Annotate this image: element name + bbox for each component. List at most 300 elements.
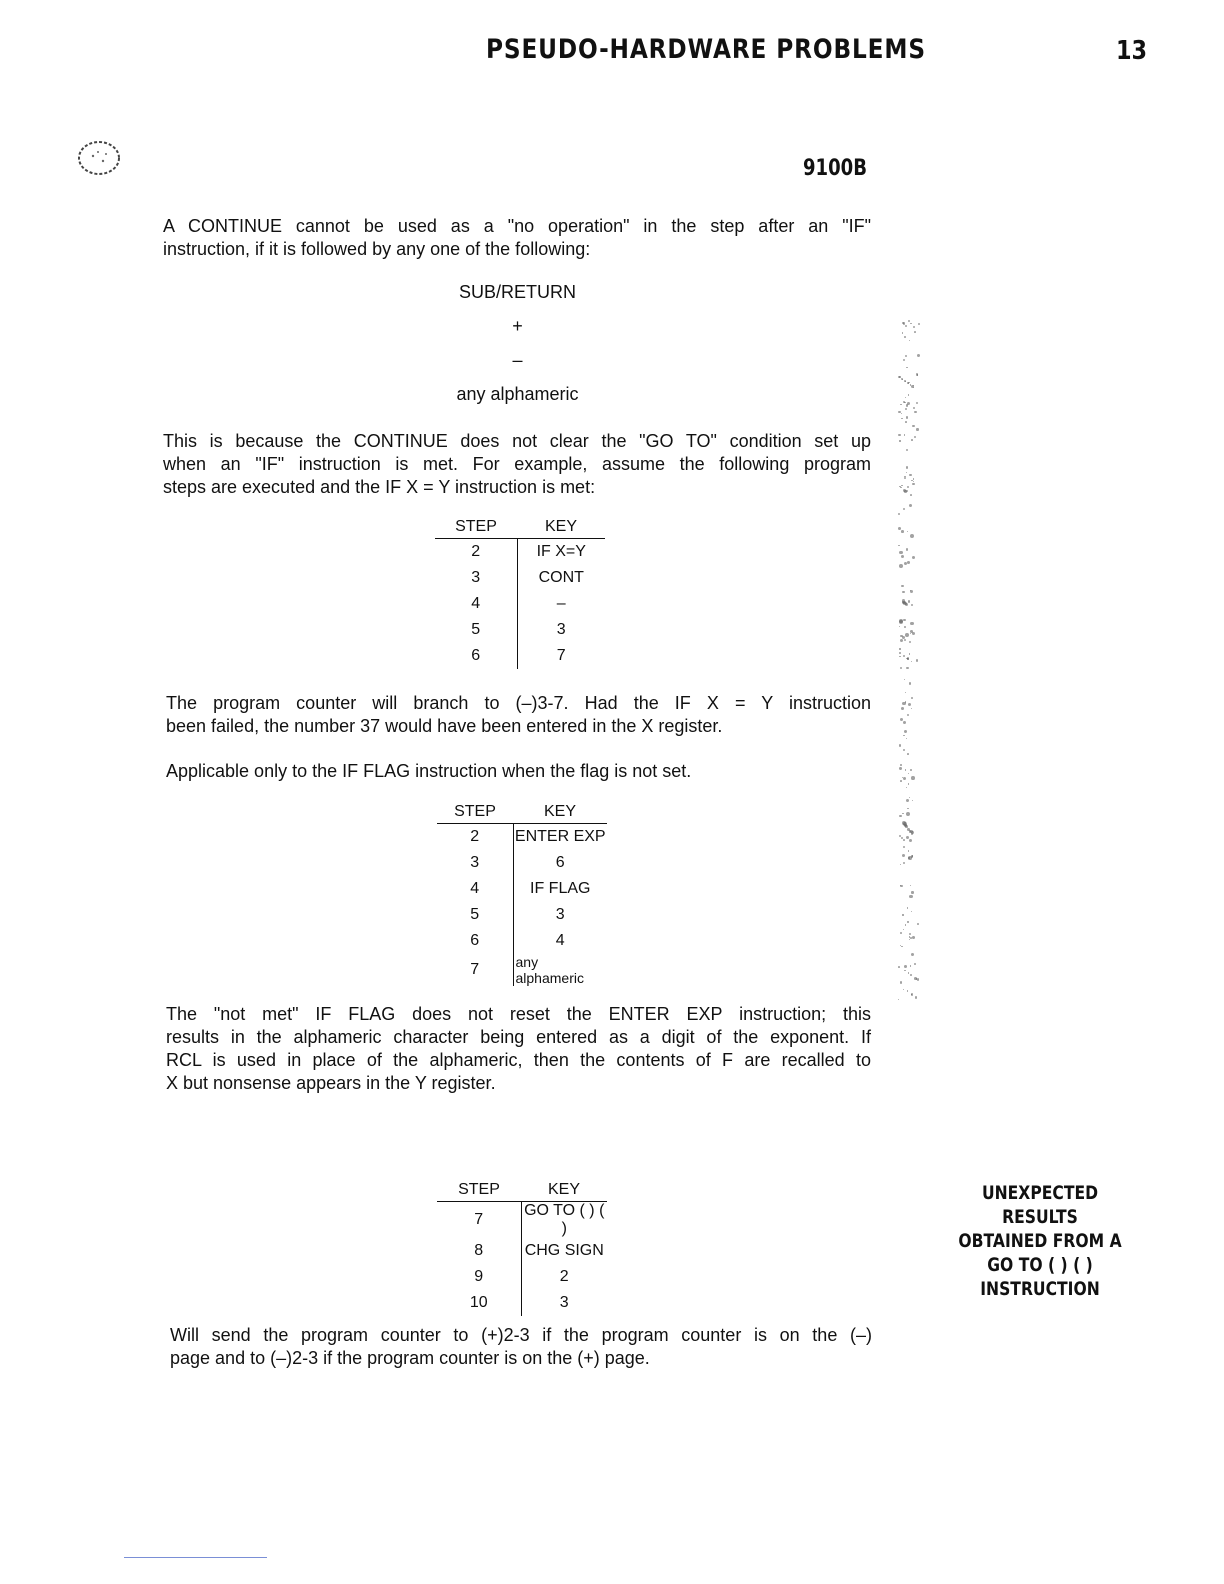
scan-speckle	[900, 945, 901, 946]
scan-speckle	[909, 641, 911, 643]
step-cell: 8	[474, 1242, 484, 1259]
scan-speckle	[902, 636, 905, 639]
key-cell: –	[517, 591, 605, 617]
column-header-step: STEP	[435, 518, 517, 539]
scan-speckle	[911, 661, 912, 662]
scan-speckle	[900, 404, 901, 405]
scan-speckle	[912, 855, 913, 856]
scan-speckle	[907, 828, 910, 831]
scan-speckle	[911, 994, 912, 995]
table-row	[437, 876, 607, 902]
scan-speckle	[902, 332, 904, 334]
step-cell: 6	[471, 647, 481, 664]
step-cell: 5	[471, 621, 481, 638]
text-line: been failed, the number 37 would have been entered in the X register.	[166, 716, 723, 736]
step-cell: 3	[470, 854, 480, 871]
scan-speckle	[905, 408, 907, 410]
scan-speckle	[910, 323, 911, 324]
scan-speckle	[902, 813, 903, 814]
text-line: The "not met" IF FLAG does not reset the ENTER EXP instruction; this	[166, 1004, 871, 1024]
scan-speckle	[898, 545, 899, 546]
key-cell: 2	[521, 1264, 607, 1290]
scan-speckle	[903, 721, 906, 724]
paragraph-explanation	[163, 430, 871, 499]
scan-speckle	[905, 325, 907, 327]
scan-speckle	[905, 633, 909, 637]
scan-speckle	[901, 946, 902, 947]
table-row	[437, 954, 607, 986]
scan-speckle	[898, 411, 900, 413]
text-line: The program counter will branch to (–)3-7. Had the IF X = Y instruction	[166, 693, 871, 713]
scan-speckle	[902, 601, 905, 604]
scan-speckle	[898, 966, 900, 968]
scan-speckle	[909, 682, 912, 685]
scan-speckle	[910, 630, 913, 633]
key-cell: 6	[513, 850, 607, 876]
scan-speckle	[905, 769, 906, 770]
scan-speckle	[913, 387, 915, 389]
paragraph-if-flag-note	[166, 760, 871, 783]
scan-speckle	[902, 821, 906, 825]
scan-speckle	[904, 477, 907, 480]
table-header-row	[435, 518, 605, 539]
scan-speckle	[910, 769, 912, 771]
scan-speckle	[906, 787, 907, 788]
scan-speckle	[904, 626, 906, 628]
step-cell: 7	[474, 1211, 484, 1228]
scan-speckle	[907, 714, 909, 716]
scan-speckle	[910, 494, 912, 496]
scan-speckle	[907, 907, 908, 908]
page-header-title: PSEUDO-HARDWARE PROBLEMS	[486, 34, 926, 65]
scan-speckle	[912, 936, 915, 939]
table-row	[435, 539, 605, 566]
scan-speckle	[899, 551, 902, 554]
step-cell: 5	[470, 906, 480, 923]
scan-speckle	[902, 322, 904, 324]
scan-speckle	[904, 336, 906, 338]
scan-speckle	[898, 376, 900, 378]
page-number: 13	[1116, 36, 1148, 66]
scan-speckle	[901, 485, 902, 486]
step-cell: 4	[470, 880, 480, 897]
scan-speckle	[900, 780, 902, 782]
scan-speckle	[901, 707, 904, 710]
scan-speckle	[911, 831, 914, 834]
scan-speckle	[899, 744, 901, 746]
scan-speckle	[910, 590, 911, 591]
scan-speckle	[911, 855, 914, 858]
table-row	[435, 565, 605, 591]
scan-speckle	[904, 730, 907, 733]
scan-speckle	[910, 384, 912, 386]
column-header-step: STEP	[437, 803, 513, 824]
scan-speckle	[903, 989, 904, 990]
scan-speckle	[900, 639, 903, 642]
scan-speckle	[901, 413, 902, 414]
key-cell: 3	[521, 1290, 607, 1316]
scan-speckle	[907, 561, 910, 564]
scan-speckle	[908, 703, 911, 706]
scan-speckle	[912, 800, 913, 801]
scan-speckle	[911, 891, 913, 893]
scan-speckle	[905, 397, 906, 398]
scan-speckle	[906, 416, 909, 419]
scan-speckle	[911, 776, 915, 780]
scan-speckle	[906, 449, 908, 451]
scan-speckle	[904, 824, 907, 827]
text-line: steps are executed and the IF X = Y instruction is met:	[163, 477, 596, 497]
scan-speckle	[912, 556, 915, 559]
scan-speckle	[916, 428, 918, 430]
table-row	[437, 1202, 607, 1239]
scan-speckle	[906, 812, 910, 816]
scan-speckle	[905, 701, 907, 703]
scan-speckle	[898, 513, 900, 515]
scan-speckle	[906, 667, 909, 670]
scan-speckle	[909, 653, 910, 654]
scan-speckle	[904, 402, 906, 404]
scan-speckle	[903, 735, 904, 736]
scan-speckle	[900, 764, 902, 766]
scan-speckle	[911, 953, 914, 956]
scan-speckle	[907, 921, 908, 922]
paragraph-not-met	[166, 1003, 871, 1095]
scan-speckle	[900, 667, 902, 669]
key-cell: IF X=Y	[517, 539, 605, 566]
scan-speckle	[917, 978, 920, 981]
scan-speckle	[909, 797, 910, 798]
scan-speckle	[898, 527, 901, 530]
scan-speckle	[916, 978, 917, 979]
list-item: –	[512, 350, 523, 370]
scan-speckle	[905, 603, 908, 606]
scan-speckle	[914, 963, 916, 965]
scan-speckle	[915, 996, 918, 999]
scan-speckle	[907, 486, 909, 488]
table-row	[437, 1290, 607, 1316]
scan-speckle	[907, 531, 908, 532]
scan-speckle	[899, 626, 900, 627]
key-cell: 4	[513, 928, 607, 954]
key-cell: CONT	[517, 565, 605, 591]
scan-speckle	[911, 480, 912, 481]
scan-speckle	[911, 697, 913, 699]
scan-speckle	[903, 839, 905, 841]
text-line: A CONTINUE cannot be used as a "no operation" in the step after an "IF"	[163, 216, 871, 236]
step-cell: 2	[471, 543, 481, 560]
table-row	[437, 1264, 607, 1290]
table-row	[435, 617, 605, 643]
step-cell: 10	[469, 1294, 488, 1311]
scan-speckle	[899, 620, 903, 624]
scan-speckle	[916, 659, 918, 661]
scan-speckle	[900, 718, 903, 721]
scan-speckle	[904, 970, 906, 972]
scan-speckle	[913, 481, 914, 482]
scan-speckle	[899, 648, 900, 649]
scan-speckle	[909, 839, 912, 842]
text-line: Will send the program counter to (+)2-3 if the program counter is on the (–)	[170, 1325, 872, 1345]
scan-speckle	[913, 326, 915, 328]
paragraph-branch-result	[166, 692, 871, 738]
text-line: X but nonsense appears in the Y register.	[166, 1073, 496, 1093]
scan-speckle	[916, 402, 918, 404]
column-header-step: STEP	[437, 1181, 521, 1202]
scan-speckle	[909, 939, 910, 940]
key-cell: 3	[517, 617, 605, 643]
step-cell: 9	[474, 1268, 484, 1285]
column-header-key: KEY	[521, 1181, 607, 1202]
scan-speckle	[899, 564, 903, 568]
scan-speckle	[908, 773, 909, 774]
scan-speckle	[904, 679, 905, 680]
key-cell: GO TO ( ) ( )	[521, 1202, 607, 1239]
scan-speckle	[910, 885, 911, 886]
scan-speckle	[900, 932, 902, 934]
scan-speckle	[908, 972, 909, 973]
key-cell: any alphameric	[513, 954, 607, 986]
key-cell: 7	[517, 643, 605, 669]
scan-speckle	[900, 981, 903, 984]
scan-speckle	[908, 857, 910, 859]
scan-speckle	[903, 619, 906, 622]
scan-speckle	[910, 590, 913, 593]
scan-speckle	[900, 885, 901, 886]
scan-speckle	[904, 476, 906, 478]
table-row	[437, 928, 607, 954]
scan-speckle	[906, 799, 909, 802]
table-row	[435, 643, 605, 669]
scan-speckle	[899, 486, 901, 488]
scan-speckle	[905, 825, 908, 828]
scan-speckle	[903, 822, 907, 826]
scan-speckle	[904, 380, 906, 382]
scan-speckle	[909, 474, 911, 476]
scan-speckle	[905, 355, 907, 357]
table-header-row	[437, 1181, 607, 1202]
table-row	[437, 824, 607, 851]
scan-speckle	[912, 632, 916, 636]
scan-speckle	[903, 846, 905, 848]
margin-note	[930, 1181, 1150, 1301]
scan-speckle	[902, 599, 905, 602]
scan-speckle	[903, 401, 905, 403]
scan-speckle	[902, 777, 904, 779]
step-cell: 6	[470, 932, 480, 949]
scan-speckle	[899, 656, 901, 658]
scan-speckle	[903, 655, 905, 657]
scan-speckle	[906, 472, 907, 473]
scan-speckle	[903, 602, 906, 605]
scan-speckle	[901, 418, 903, 420]
scan-speckle	[899, 440, 900, 441]
scan-speckle	[903, 508, 905, 510]
scan-speckle	[903, 862, 905, 864]
scan-speckle	[899, 652, 901, 654]
scan-speckle	[909, 895, 912, 898]
table-header-row	[437, 803, 607, 824]
scan-speckle	[905, 924, 906, 925]
list-item: any alphameric	[456, 384, 579, 404]
scan-speckle	[908, 856, 912, 860]
scan-speckle	[909, 504, 913, 508]
scan-speckle	[910, 965, 911, 966]
scan-speckle	[901, 837, 903, 839]
scan-speckle	[901, 585, 904, 588]
scan-speckle	[910, 633, 911, 634]
scan-speckle	[905, 381, 906, 382]
scan-speckle	[906, 658, 907, 659]
scan-speckle	[904, 965, 907, 968]
scan-speckle	[903, 749, 905, 751]
scan-speckle	[913, 478, 915, 480]
scan-speckle	[910, 534, 914, 538]
scan-speckle	[908, 383, 909, 384]
scan-speckle	[906, 738, 907, 739]
scan-speckle	[901, 530, 904, 533]
scan-speckle	[911, 993, 914, 996]
text-line: RCL is used in place of the alphameric, then the contents of F are recalled to	[166, 1050, 871, 1070]
scan-speckle	[914, 436, 916, 438]
scan-speckle	[900, 864, 901, 865]
scan-speckle	[913, 407, 916, 410]
key-cell: ENTER EXP	[513, 824, 607, 851]
scan-speckle	[898, 999, 899, 1000]
scan-speckle	[907, 808, 909, 810]
scan-speckle	[901, 555, 904, 558]
text-line: results in the alphameric character being entered as a digit of the exponent. If	[166, 1027, 871, 1047]
program-table-3	[437, 1181, 607, 1316]
scan-speckle	[904, 562, 907, 565]
scan-speckle	[911, 708, 912, 709]
scan-speckle	[910, 622, 913, 625]
table-row	[437, 850, 607, 876]
scan-speckle	[906, 367, 907, 368]
scan-speckle	[916, 373, 918, 375]
step-cell: 4	[471, 595, 481, 612]
scan-speckle	[911, 439, 913, 441]
scan-speckle	[904, 490, 907, 493]
scan-speckle	[907, 753, 909, 755]
scan-speckle	[912, 425, 914, 427]
key-cell: 3	[513, 902, 607, 928]
margin-note-line: OBTAINED FROM A	[958, 1230, 1122, 1252]
step-cell: 3	[471, 569, 481, 586]
step-cell: 2	[470, 828, 480, 845]
step-cell: 7	[470, 961, 480, 978]
scan-speckle	[904, 434, 906, 436]
scan-speckle	[907, 658, 909, 660]
scan-speckle	[910, 974, 912, 976]
scan-speckle	[904, 639, 906, 641]
scan-speckle	[907, 657, 910, 660]
scan-speckle	[905, 692, 906, 693]
scan-speckle	[914, 331, 916, 333]
scan-speckle	[899, 767, 901, 769]
scan-speckle	[917, 374, 918, 375]
scan-speckle	[900, 487, 902, 489]
table-row	[437, 902, 607, 928]
paragraph-goto-result	[170, 1324, 872, 1370]
scan-speckle	[908, 394, 910, 396]
scan-speckle	[909, 936, 911, 938]
scan-speckle	[907, 402, 910, 405]
model-label: 9100B	[803, 156, 867, 181]
scan-speckle	[903, 929, 904, 930]
exception-list	[440, 282, 595, 418]
text-line: This is because the CONTINUE does not clear the "GO TO" condition set up	[163, 431, 871, 451]
scan-speckle	[906, 836, 909, 839]
text-line: Applicable only to the IF FLAG instruction when the flag is not set.	[166, 761, 692, 781]
paragraph-intro	[163, 215, 871, 261]
scan-speckle	[914, 411, 916, 413]
scan-speckle	[903, 359, 905, 361]
text-line: when an "IF" instruction is met. For example, assume the following program	[163, 454, 871, 474]
program-table-1	[435, 518, 605, 669]
scan-speckle	[908, 783, 909, 784]
scan-speckle	[899, 619, 903, 623]
scan-speckle	[910, 937, 912, 939]
margin-note-line: GO TO ( ) ( )	[987, 1254, 1093, 1276]
scan-speckle	[902, 914, 903, 915]
scan-speckle	[908, 850, 910, 852]
table-row	[437, 1238, 607, 1264]
scan-speckle	[912, 483, 914, 485]
text-line: page and to (–)2-3 if the program counter is on the (+) page.	[170, 1348, 650, 1368]
scan-speckle	[907, 990, 908, 991]
scan-speckle	[913, 385, 914, 386]
list-item: +	[512, 316, 523, 336]
scan-speckle	[918, 323, 920, 325]
text-line: instruction, if it is followed by any one of the following:	[163, 239, 591, 259]
scan-speckle	[903, 489, 906, 492]
list-item: SUB/RETURN	[458, 282, 576, 302]
margin-note-line: UNEXPECTED RESULTS	[981, 1182, 1099, 1228]
scan-speckle	[911, 833, 913, 835]
bottom-rule	[124, 1557, 267, 1558]
scan-speckle	[900, 885, 902, 887]
scan-speckle	[908, 320, 910, 322]
scan-speckle	[908, 382, 909, 383]
scan-speckle	[901, 378, 903, 380]
scan-speckle	[911, 911, 912, 912]
scan-speckle	[917, 923, 919, 925]
scan-speckle	[914, 977, 917, 980]
table-row	[435, 591, 605, 617]
scan-speckle	[907, 382, 909, 384]
column-header-key: KEY	[513, 803, 607, 824]
scan-speckle	[902, 379, 903, 380]
scan-speckle	[902, 591, 905, 594]
scan-speckle	[909, 933, 911, 935]
scan-speckle	[899, 815, 901, 817]
column-header-key: KEY	[517, 518, 605, 539]
scan-speckle	[911, 604, 914, 607]
program-table-2	[437, 803, 607, 986]
scan-speckle	[902, 854, 905, 857]
scan-speckle	[910, 830, 913, 833]
margin-note-line: INSTRUCTION	[980, 1278, 1100, 1300]
scan-speckle	[903, 322, 906, 325]
scan-speckle	[902, 702, 905, 705]
scan-speckle	[906, 404, 909, 407]
punch-hole-mark	[76, 138, 124, 178]
scan-speckle	[900, 635, 902, 637]
scan-speckle	[906, 490, 908, 492]
scan-speckle	[899, 376, 900, 377]
scan-speckle	[899, 835, 901, 837]
